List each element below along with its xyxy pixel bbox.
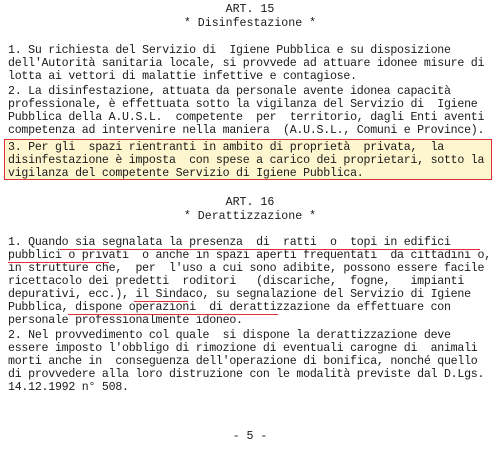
art16-p1-line: Pubblica, dispone operazioni di derattizzazione da effettuare con <box>8 301 451 314</box>
art16-p1-line: 1. Quando sia segnalata la presenza di ratti o topi in edifici <box>8 236 451 249</box>
art15-subheading: * Disinfestazione * <box>183 17 317 30</box>
art16-p2-line: essere imposto l'obbligo di rimozione di eventuali carogne di animali <box>8 342 478 355</box>
art16-p2-line: 2. Nel provvedimento col quale si dispone la derattizzazione deve <box>8 329 451 342</box>
page-number: - 5 - <box>232 430 268 443</box>
art15-p3-line: 3. Per gli spazi rientranti in ambito di proprietà privata, la <box>8 141 444 154</box>
art16-p1-line: ricettacolo dei predetti roditori (discariche, fogne, impianti <box>8 275 465 288</box>
art15-p1-line: dell'Autorità sanitaria locale, si provvede ad attuare idonee misure di <box>8 57 485 70</box>
art16-p2-line: 14.12.1992 n° 508. <box>8 381 129 394</box>
art15-p1-line: 1. Su richiesta del Servizio di Igiene Pubblica e su disposizione <box>8 44 451 57</box>
art16-p2-line: morti anche in conseguenza dell'operazione di bonifica, nonché quello <box>8 355 478 368</box>
art15-p1-line: lotta ai vettori di malattie infettive e contagiose. <box>8 70 357 83</box>
underline-mark <box>68 314 278 315</box>
art15-p2-line: 2. La disinfestazione, attuata da personale avente idonea capacità <box>8 85 451 98</box>
underline-mark <box>134 301 188 302</box>
art16-p1-line: depurativi, ecc.), il Sindaco, su segnalazione del Servizio di Igiene <box>8 288 471 301</box>
art15-p2-line: professionale, è effettuata sotto la vigilanza del Servizio di Igiene <box>8 98 478 111</box>
art15-p3-line: disinfestazione è imposta con spese a carico dei proprietari, sotto la <box>8 154 485 167</box>
underline-mark <box>8 262 109 263</box>
art15-p2-line: competenza ad intervenire nella maniera (A.U.S.L., Comuni e Province). <box>8 124 485 137</box>
art16-p2-line: di provvedere alla loro distruzione con le modalità previste dal D.Lgs. <box>8 368 485 381</box>
art16-p1-line: personale professionalmente idoneo. <box>8 314 243 327</box>
art16-subheading: * Derattizzazione * <box>183 210 317 223</box>
art16-p1-line: pubblici o privati o anche in spazi aperti frequentati da cittadini o, <box>8 249 491 262</box>
underline-mark <box>60 249 480 250</box>
art15-p2-line: Pubblica della A.U.S.L. competente per territorio, dagli Enti aventi <box>8 111 485 124</box>
art16-p1-line: in strutture che, per l'uso a cui sono adibite, possono essere facile <box>8 262 485 275</box>
art16-heading: ART. 16 <box>225 196 275 209</box>
art15-heading: ART. 15 <box>225 3 275 16</box>
art15-p3-line: vigilanza del competente Servizio di Igiene Pubblica. <box>8 167 364 180</box>
